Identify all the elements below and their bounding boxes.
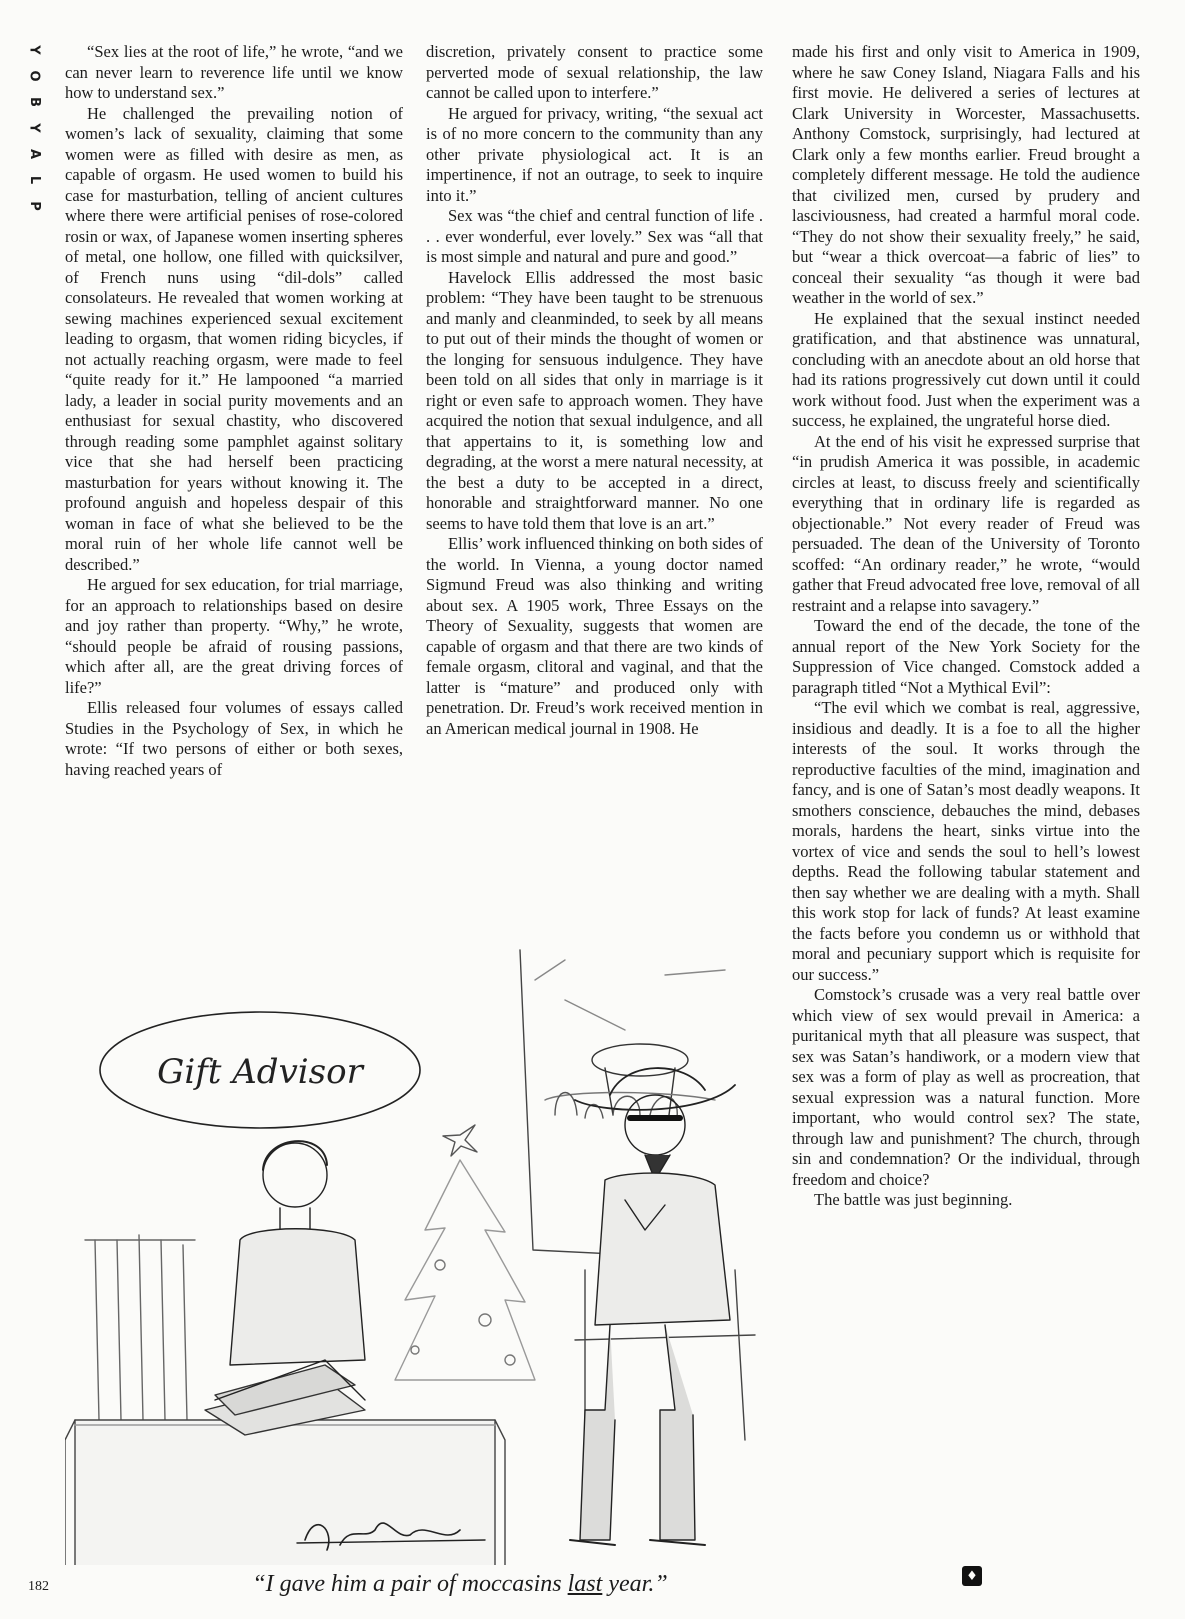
rabbit-end-mark-icon: ♦: [962, 1566, 982, 1586]
cartoon-illustration: [65, 940, 765, 1565]
logo-letter: Y: [26, 123, 42, 133]
page-number: 182: [28, 1579, 49, 1594]
paragraph: “The evil which we combat is real, aggressive, insidious and deadly. It is a foe to all the higher interests of the soul. It works through the reproductive faculties of the mind, imagination and fancy, and is one of Satan’s most deadly weapons. It smothers conscience, debauches the mind, debases morals, hardens the heart, sinks virtue into the vortex of vice and sends the soul to hell’s lowest depths. Read the following tabular statement and then say whether we are dealing with a myth. Shall this work stop for lack of funds? At least examine the facts before you condemn us or withhold that moral and pecuniary support which is requisite for our success.”: [792, 698, 1140, 984]
playboy-vertical-logo: [24, 44, 44, 212]
paragraph: The battle was just beginning.: [814, 1190, 1013, 1209]
paragraph: Comstock’s crusade was a very real battle over which view of sex would prevail in America: a puritanical myth that all pleasure was suspect, that sex was Satan’s handiwork, or a modern view that sex was a form of play as well as procreation, that sexual expression was a natural function. More important, who would control sex? The state, through law and punishment? The church, through sin and condemnation? Or the individual, through freedom and choice?: [792, 985, 1140, 1189]
paragraph: Ellis’ work influenced thinking on both sides of the world. In Vienna, a young doctor named Sigmund Freud was also thinking and writing about sex. A 1905 work, Three Essays on the Theory of Sexuality, suggests that women are capable of orgasm and that there are two kinds of female orgasm, clitoral and vaginal, and that the latter is “mature” and produced only with penetration. Dr. Freud’s work received mention in an American medical journal in 1908. He: [426, 534, 763, 738]
logo-letter: B: [26, 97, 42, 107]
desk: [75, 1420, 495, 1565]
paragraph: He challenged the prevailing notion of women’s lack of sexuality, claiming that some women were as filled with desire as men, as capable of orgasm. He used women to build his case for masturbation, telling of ancient cultures where there were artificial penises of rose-colored rosin or wax, of Japanese women inserting spheres of metal, one hollow, one filled with quicksilver, of French nuns using “dil-dols” called consolateurs. He revealed that women working at sewing machines experienced sexual excitement leading to orgasm, that women riding bicycles, if not actually reaching orgasm, were made to feel “quite ready for it.” He lampooned “a married lady, a leader in social purity movements and an enthusiast for sexual chastity, who discovered through reading some pamphlet against solitary vice that she had herself been practicing masturbation for years without knowing it. The profound anguish and hopeless despair of this woman in face of what she believed to be the moral ruin of her whole life cannot well be described.”: [65, 103, 403, 574]
logo-letter: A: [27, 148, 42, 160]
woman-head: [263, 1143, 327, 1207]
paragraph: Toward the end of the decade, the tone of the annual report of the New York Society for the Suppression of Vice changed. Comstock added a paragraph titled “Not a Mythical Evil”:: [792, 616, 1140, 697]
caption-emphasis: last: [567, 1571, 603, 1597]
sign-text: Gift Advisor: [157, 1052, 363, 1092]
article-column-1: [65, 42, 403, 780]
article-column-3: [792, 42, 1140, 1211]
paragraph: Sex was “the chief and central function of life . . . ever wonderful, ever lovely.” Sex was “all that is most simple and natural and pure and good.”: [426, 206, 763, 266]
cartoon-caption: [180, 1571, 740, 1598]
logo-letter: O: [27, 70, 42, 82]
paragraph: made his first and only visit to America in 1909, where he saw Coney Island, Niagara Falls and his first movie. He delivered a series of lectures at Clark University in Worcester, Massachusetts. Anthony Comstock, surprisingly, had lectured at Clark only a few months earlier. Freud brought a completely different message. He told the audience that civilized men, cursed by prudery and lasciviousness, had created a harmful moral code. “They do not show their sexuality freely,” he said, but “wear a thick overcoat—a fabric of lies” to conceal their sexuality “as though it were bad weather in the world of sex.”: [792, 42, 1140, 307]
logo-letter: Y: [26, 45, 42, 55]
logo-letter: P: [27, 201, 42, 211]
paragraph: Havelock Ellis addressed the most basic problem: “They have been taught to be strenuous and manly and cleanminded, to seek by all means to put out of their minds the thought of women or the longing for sensuous indulgence. They have been told on all sides that only in marriage is it right or even safe to approach women. They have acquired the notion that sexual indulgence, and all that appertains to it, is something low and degrading, at the worst a mere natural necessity, at the best a duty to be accepted in a direct, honorable and straightforward manner. No one seems to have told them that love is an art.”: [426, 267, 763, 533]
article-column-2: [426, 42, 763, 739]
caption-text: “I gave him a pair of moccasins: [252, 1571, 568, 1597]
paragraph: Ellis released four volumes of essays called Studies in the Psychology of Sex, in which he wrote: “If two persons of either or both sexes, having reached years of: [65, 698, 403, 779]
paragraph: discretion, privately consent to practice some perverted mode of sexual relationship, the law cannot be called upon to interfere.”: [426, 42, 763, 102]
paragraph: At the end of his visit he expressed surprise that “in prudish America it was possible, in academic circles at least, to discuss freely and scientifically everything that in ordinary life is regarded as objectionable.” Not every reader of Freud was persuaded. The dean of the University of Toronto scoffed: “An ordinary reader,” he wrote, “would gather that Freud advocated free love, removal of all restraint and a relapse into savagery.”: [792, 431, 1140, 615]
paragraph: He explained that the sexual instinct needed gratification, and that abstinence was unnatural, concluding with an anecdote about an old horse that had its rations progressively cut down until it could work without food. Just when the experiment was a success, he explained, the ungrateful horse died.: [792, 308, 1140, 430]
paragraph: “Sex lies at the root of life,” he wrote, “and we can never learn to reverence life until we know how to understand sex.”: [65, 42, 403, 102]
paragraph: He argued for sex education, for trial marriage, for an approach to relationships based on desire and joy rather than property. “Why,” he wrote, “should people be afraid of rousing passions, which after all, are the great driving forces of life?”: [65, 575, 403, 697]
caption-text-end: year.”: [602, 1571, 668, 1597]
paragraph: He argued for privacy, writing, “the sexual act is of no more concern to the community than any other private physiological act. It is an impertinence, if not an outrage, to seek to inquire into it.”: [426, 103, 763, 205]
logo-letter: L: [26, 175, 42, 185]
